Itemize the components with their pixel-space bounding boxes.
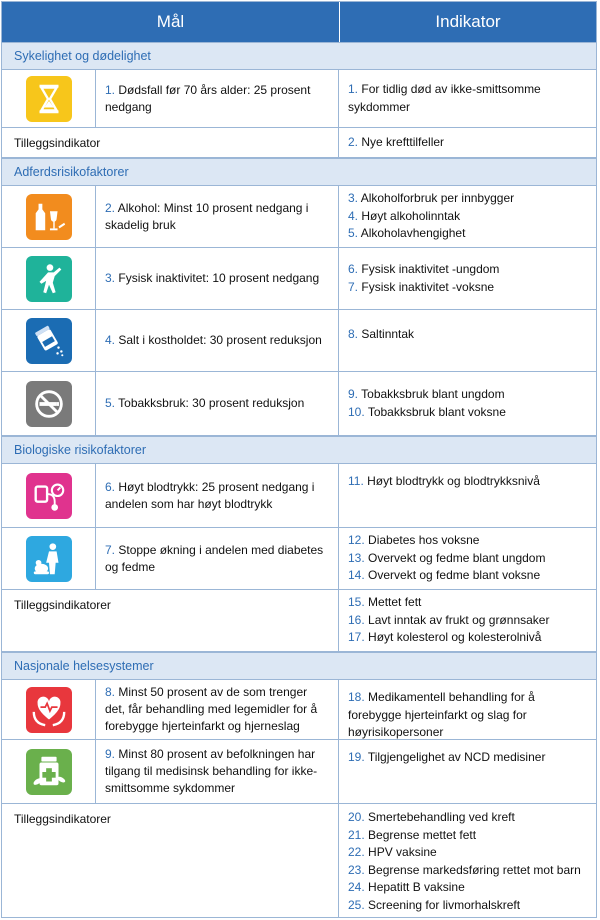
indicator-list bbox=[340, 310, 596, 371]
table-row bbox=[2, 590, 596, 652]
indicator-item: 20. Smertebehandling ved kreft bbox=[348, 810, 515, 824]
indicator-list bbox=[340, 464, 596, 527]
table-row bbox=[2, 186, 596, 248]
table-row bbox=[2, 680, 596, 740]
section-heading: Adferdsrisikofaktorer bbox=[2, 158, 596, 186]
indicator-item: 19. Tilgjengelighet av NCD medisiner bbox=[348, 750, 546, 764]
table-row bbox=[2, 740, 596, 804]
indicator-item: 14. Overvekt og fedme blant voksne bbox=[348, 568, 541, 583]
indicator-item: 7. Fysisk inaktivitet -voksne bbox=[348, 279, 495, 294]
indicator-list bbox=[340, 372, 596, 435]
indicator-item: 12. Diabetes hos voksne bbox=[348, 533, 480, 548]
indicator-item: 3. Alkoholforbruk per innbygger bbox=[348, 191, 515, 206]
header-goal: Mål bbox=[2, 2, 340, 42]
indicator-item: 8. Saltinntak bbox=[348, 327, 415, 341]
indicator-item: 9. Tobakksbruk blant ungdom bbox=[348, 386, 505, 401]
diabetes-person-icon bbox=[26, 536, 72, 582]
indicator-item: 2. Nye krefttilfeller bbox=[348, 134, 445, 149]
goal-text: 4. Salt i kostholdet: 30 prosent reduksjon bbox=[96, 310, 339, 371]
indicator-item: 10. Tobakksbruk blant voksne bbox=[348, 404, 506, 419]
indicator-list bbox=[340, 740, 596, 803]
table-row bbox=[2, 372, 596, 436]
indicator-item: 24. Hepatitt B vaksine bbox=[348, 880, 465, 895]
goal-text: 1. Dødsfall før 70 års alder: 25 prosent nedgang bbox=[96, 70, 339, 127]
table-row bbox=[2, 310, 596, 372]
section-heading: Nasjonale helsesystemer bbox=[2, 652, 596, 680]
indicator-item: 15. Mettet fett bbox=[348, 595, 422, 610]
salt-shaker-icon bbox=[26, 318, 72, 364]
goal-text: 5. Tobakksbruk: 30 prosent reduksjon bbox=[96, 372, 339, 435]
indicator-item: 4. Høyt alkoholinntak bbox=[348, 208, 461, 223]
indicator-list bbox=[340, 528, 596, 589]
indicator-item: 6. Fysisk inaktivitet -ungdom bbox=[348, 261, 500, 276]
no-smoking-icon bbox=[26, 381, 72, 427]
indicator-item: 1. For tidlig død av ikke-smittsomme sykdommer bbox=[348, 81, 541, 114]
indicator-list bbox=[340, 680, 596, 739]
indicator-item: 11. Høyt blodtrykk og blodtrykksnivå bbox=[348, 474, 540, 488]
indicator-item: 18. Medikamentell behandling for å forebygge hjerteinfarkt og slag for høyrisikopersoner bbox=[348, 690, 535, 740]
indicator-item: 25. Screening for livmorhalskreft bbox=[348, 897, 521, 912]
table-row bbox=[2, 248, 596, 310]
indicator-item: 22. HPV vaksine bbox=[348, 845, 437, 860]
section-heading: Biologiske risikofaktorer bbox=[2, 436, 596, 464]
heart-hands-icon bbox=[26, 687, 72, 733]
goal-text: 6. Høyt blodtrykk: 25 prosent nedgang i andelen som har høyt blodtrykk bbox=[96, 464, 339, 527]
table-row bbox=[2, 528, 596, 590]
table-row bbox=[2, 128, 596, 158]
goal-text: Tilleggsindikatorer bbox=[2, 590, 339, 651]
running-person-icon bbox=[26, 256, 72, 302]
indicator-item: 13. Overvekt og fedme blant ungdom bbox=[348, 550, 546, 565]
medicine-icon bbox=[26, 749, 72, 795]
goal-text: 7. Stoppe økning i andelen med diabetes og fedme bbox=[96, 528, 339, 589]
indicator-list bbox=[340, 804, 596, 917]
indicator-list bbox=[340, 70, 596, 127]
table-row bbox=[2, 70, 596, 128]
goal-text: Tilleggsindikator bbox=[2, 128, 339, 157]
indicator-item: 16. Lavt inntak av frukt og grønnsaker bbox=[348, 612, 550, 627]
goal-text: 8. Minst 50 prosent av de som trenger det, får behandling med legemidler for å forebygge hjerteinfarkt og hjerneslag bbox=[96, 680, 339, 739]
indicator-item: 23. Begrense markedsføring rettet mot barn bbox=[348, 862, 581, 877]
ncd-goals-table bbox=[1, 1, 597, 918]
table-row bbox=[2, 464, 596, 528]
goal-text: 2. Alkohol: Minst 10 prosent nedgang i skadelig bruk bbox=[96, 186, 339, 247]
indicator-item: 21. Begrense mettet fett bbox=[348, 827, 477, 842]
section-heading: Sykelighet og dødelighet bbox=[2, 42, 596, 70]
goal-text: 3. Fysisk inaktivitet: 10 prosent nedgang bbox=[96, 248, 339, 309]
hourglass-icon bbox=[26, 76, 72, 122]
indicator-item: 17. Høyt kolesterol og kolesterolnivå bbox=[348, 630, 542, 645]
indicator-list bbox=[340, 248, 596, 309]
indicator-item: 5. Alkoholavhengighet bbox=[348, 226, 466, 241]
goal-text: 9. Minst 80 prosent av befolkningen har tilgang til medisinsk behandling for ikke-smittsomme sykdommer bbox=[96, 740, 339, 803]
indicator-list bbox=[340, 128, 596, 157]
header-indicator: Indikator bbox=[340, 2, 596, 42]
blood-pressure-icon bbox=[26, 473, 72, 519]
indicator-list bbox=[340, 590, 596, 651]
goal-text: Tilleggsindikatorer bbox=[2, 804, 339, 917]
table-row bbox=[2, 804, 596, 917]
alcohol-bottles-icon bbox=[26, 194, 72, 240]
indicator-list bbox=[340, 186, 596, 247]
